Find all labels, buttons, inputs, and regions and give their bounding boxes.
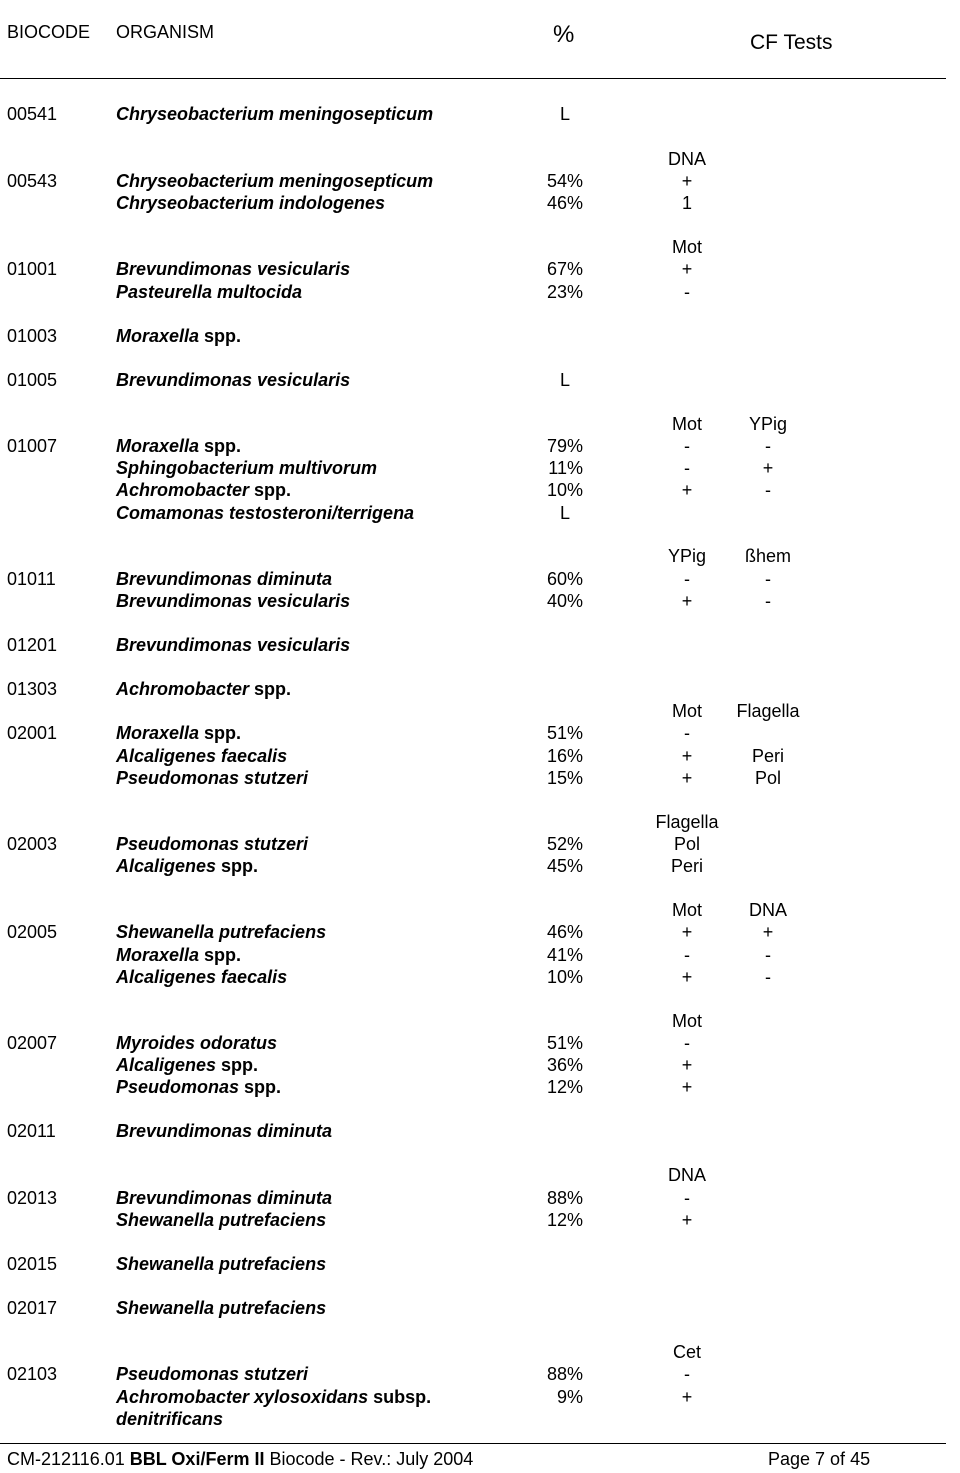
organism-name — [116, 1120, 332, 1142]
footer-title-bold: BBL Oxi/Ferm II — [129, 1449, 265, 1469]
organism-name — [116, 568, 332, 590]
biocode-value: 01003 — [7, 326, 58, 346]
organism-genus-species: Brevundimonas diminuta — [116, 569, 333, 589]
test-result: + — [681, 591, 693, 611]
test-column-header: Mot — [671, 414, 702, 434]
percent-value: 11% — [548, 458, 583, 478]
organism-genus-species: Achromobacter — [116, 679, 250, 699]
test-column-header: Mot — [671, 237, 702, 257]
test-result: + — [681, 259, 693, 279]
organism-genus-species: Shewanella putrefaciens — [116, 1254, 327, 1274]
test-result: - — [684, 436, 690, 456]
test-result: + — [681, 967, 693, 987]
organism-name — [116, 502, 414, 524]
test-result: + — [681, 1387, 693, 1407]
organism-name — [116, 678, 291, 700]
test-result: + — [681, 171, 693, 191]
test-column-header: DNA — [667, 1165, 706, 1185]
biocode-value: 02013 — [7, 1188, 58, 1208]
percent-value: 12% — [546, 1077, 583, 1097]
test-column-header: Mot — [671, 701, 702, 721]
footer-document-title — [7, 1448, 473, 1470]
organism-genus-species: Comamonas testosteroni/terrigena — [116, 503, 415, 523]
organism-qualifier: spp. — [199, 436, 242, 456]
biocode-value: 02015 — [7, 1254, 58, 1274]
organism-name — [116, 634, 350, 656]
test-result: - — [684, 458, 690, 478]
percent-value: 52% — [546, 834, 583, 854]
organism-genus-species: Alcaligenes — [116, 1055, 217, 1075]
biocode-value: 02011 — [7, 1121, 56, 1141]
organism-genus-species: Pseudomonas stutzeri — [116, 1364, 309, 1384]
organism-name — [116, 1297, 326, 1319]
organism-genus-species: Brevundimonas vesicularis — [116, 370, 351, 390]
organism-name — [116, 457, 377, 479]
organism-name — [116, 1209, 326, 1231]
organism-genus-species: Pseudomonas stutzeri — [116, 834, 309, 854]
organism-qualifier: spp. — [216, 856, 259, 876]
organism-genus-species: Achromobacter xylosoxidans — [116, 1387, 369, 1407]
organism-genus-species: denitrificans — [116, 1409, 224, 1429]
biocode-value: 00541 — [7, 104, 58, 124]
test-result: + — [681, 1210, 693, 1230]
percent-value: L — [559, 370, 570, 390]
biocode-value: 01011 — [7, 569, 56, 589]
organism-genus-species: Pasteurella multocida — [116, 282, 303, 302]
footer-title-rest: Biocode - Rev.: July 2004 — [269, 1449, 474, 1469]
test-result: + — [762, 922, 774, 942]
organism-genus-species: Myroides odoratus — [116, 1033, 278, 1053]
organism-genus-species: Pseudomonas — [116, 1077, 240, 1097]
organism-name — [116, 479, 291, 501]
organism-name — [116, 1363, 308, 1385]
organism-qualifier: spp. — [239, 1077, 282, 1097]
test-result: - — [684, 282, 690, 302]
percent-value: 46% — [546, 193, 583, 213]
header-cf-tests: CF Tests — [750, 31, 833, 54]
percent-value: 41% — [546, 945, 583, 965]
biocode-value: 02003 — [7, 834, 58, 854]
biocode-value: 02007 — [7, 1033, 58, 1053]
organism-name — [116, 325, 241, 347]
percent-value: 88% — [546, 1364, 583, 1384]
test-result: - — [765, 480, 771, 500]
organism-qualifier: subsp. — [368, 1387, 432, 1407]
organism-name — [116, 590, 350, 612]
test-result: - — [765, 591, 771, 611]
organism-genus-species: Shewanella putrefaciens — [116, 922, 327, 942]
test-result: + — [681, 746, 693, 766]
test-result: + — [681, 768, 693, 788]
test-result: 1 — [681, 193, 692, 213]
organism-genus-species: Moraxella — [116, 723, 200, 743]
biocode-value: 01007 — [7, 436, 58, 456]
organism-name — [116, 722, 241, 744]
percent-value: 16% — [546, 746, 583, 766]
biocode-value: 00543 — [7, 171, 58, 191]
biocode-value: 01005 — [7, 370, 58, 390]
percent-value: 40% — [546, 591, 583, 611]
organism-name — [116, 192, 385, 214]
organism-name — [116, 745, 287, 767]
organism-genus-species: Achromobacter — [116, 480, 250, 500]
percent-value: 88% — [546, 1188, 583, 1208]
test-result: + — [681, 480, 693, 500]
organism-qualifier: spp. — [199, 326, 242, 346]
organism-genus-species: Moraxella — [116, 326, 200, 346]
test-result: Pol — [754, 768, 781, 788]
organism-name — [116, 103, 433, 125]
test-result: + — [681, 1055, 693, 1075]
organism-genus-species: Pseudomonas stutzeri — [116, 768, 309, 788]
organism-genus-species: Moraxella — [116, 945, 200, 965]
test-column-header: Mot — [671, 900, 702, 920]
test-result: + — [762, 458, 774, 478]
test-result: - — [684, 945, 690, 965]
footer-page-number: Page 7 of 45 — [768, 1449, 871, 1469]
organism-genus-species: Brevundimonas vesicularis — [116, 635, 351, 655]
test-column-header: Cet — [672, 1342, 701, 1362]
organism-name — [116, 1386, 431, 1408]
percent-value: 51% — [546, 1033, 583, 1053]
test-result: - — [684, 1033, 690, 1053]
percent-value: 12% — [546, 1210, 583, 1230]
test-result: Pol — [673, 834, 700, 854]
organism-genus-species: Sphingobacterium multivorum — [116, 458, 378, 478]
organism-name — [116, 1032, 277, 1054]
organism-genus-species: Brevundimonas diminuta — [116, 1121, 333, 1141]
header-rule — [0, 78, 946, 79]
organism-qualifier: spp. — [199, 945, 242, 965]
organism-name — [116, 1076, 281, 1098]
test-result: Peri — [751, 746, 784, 766]
biocode-value: 01201 — [7, 635, 58, 655]
test-column-header: Flagella — [655, 812, 719, 832]
percent-value: 45% — [546, 856, 583, 876]
organism-genus-species: Moraxella — [116, 436, 200, 456]
organism-genus-species: Chryseobacterium meningosepticum — [116, 104, 434, 124]
organism-qualifier: spp. — [249, 480, 292, 500]
organism-genus-species: Alcaligenes faecalis — [116, 967, 288, 987]
test-result: - — [684, 569, 690, 589]
test-column-header: ßhem — [744, 546, 791, 566]
percent-value: 54% — [546, 171, 583, 191]
organism-genus-species: Brevundimonas diminuta — [116, 1188, 333, 1208]
biocode-value: 02017 — [7, 1298, 58, 1318]
organism-name — [116, 369, 350, 391]
organism-name — [116, 921, 326, 943]
organism-name — [116, 944, 241, 966]
test-column-header: DNA — [748, 900, 787, 920]
percent-value: 23% — [546, 282, 583, 302]
organism-genus-species: Brevundimonas vesicularis — [116, 259, 351, 279]
organism-qualifier: spp. — [216, 1055, 259, 1075]
organism-qualifier: spp. — [199, 723, 242, 743]
test-result: - — [684, 1188, 690, 1208]
organism-genus-species: Chryseobacterium meningosepticum — [116, 171, 434, 191]
biocode-value: 02103 — [7, 1364, 58, 1384]
organism-name — [116, 855, 258, 877]
organism-name — [116, 1253, 326, 1275]
organism-name — [116, 281, 302, 303]
percent-value: 10% — [546, 480, 583, 500]
header-percent: % — [553, 21, 575, 48]
percent-value: 10% — [546, 967, 583, 987]
test-result: - — [684, 1364, 690, 1384]
percent-value: 51% — [546, 723, 583, 743]
test-result: - — [684, 723, 690, 743]
biocode-value: 02001 — [7, 723, 58, 743]
biocode-value: 01001 — [7, 259, 58, 279]
organism-name — [116, 435, 241, 457]
organism-name — [116, 170, 433, 192]
percent-value: 15% — [546, 768, 583, 788]
percent-value: L — [559, 503, 570, 523]
test-column-header: DNA — [667, 149, 706, 169]
test-result: Peri — [670, 856, 703, 876]
test-result: - — [765, 569, 771, 589]
test-column-header: Mot — [671, 1011, 702, 1031]
test-result: + — [681, 922, 693, 942]
organism-name — [116, 966, 287, 988]
test-result: - — [765, 436, 771, 456]
footer-doc-id: CM-212116.01 — [7, 1449, 125, 1469]
organism-genus-species: Chryseobacterium indologenes — [116, 193, 386, 213]
percent-value: 79% — [546, 436, 583, 456]
organism-genus-species: Shewanella putrefaciens — [116, 1298, 327, 1318]
percent-value: 9% — [556, 1387, 583, 1407]
organism-genus-species: Alcaligenes faecalis — [116, 746, 288, 766]
percent-value: 60% — [546, 569, 583, 589]
organism-name — [116, 1054, 258, 1076]
organism-name — [116, 1408, 223, 1430]
test-result: - — [765, 945, 771, 965]
test-column-header: YPig — [667, 546, 707, 566]
biocode-value: 02005 — [7, 922, 58, 942]
header-biocode: BIOCODE — [7, 22, 91, 42]
percent-value: L — [559, 104, 570, 124]
percent-value: 36% — [546, 1055, 583, 1075]
header-organism: ORGANISM — [116, 22, 215, 42]
test-result: + — [681, 1077, 693, 1097]
test-column-header: Flagella — [736, 701, 800, 721]
percent-value: 46% — [546, 922, 583, 942]
organism-name — [116, 833, 308, 855]
test-result: - — [765, 967, 771, 987]
organism-genus-species: Shewanella putrefaciens — [116, 1210, 327, 1230]
footer-rule — [0, 1443, 946, 1444]
organism-name — [116, 767, 308, 789]
biocode-value: 01303 — [7, 679, 58, 699]
organism-name — [116, 258, 350, 280]
organism-qualifier: spp. — [249, 679, 292, 699]
percent-value: 67% — [546, 259, 583, 279]
organism-genus-species: Brevundimonas vesicularis — [116, 591, 351, 611]
organism-genus-species: Alcaligenes — [116, 856, 217, 876]
test-column-header: YPig — [748, 414, 788, 434]
organism-name — [116, 1187, 332, 1209]
